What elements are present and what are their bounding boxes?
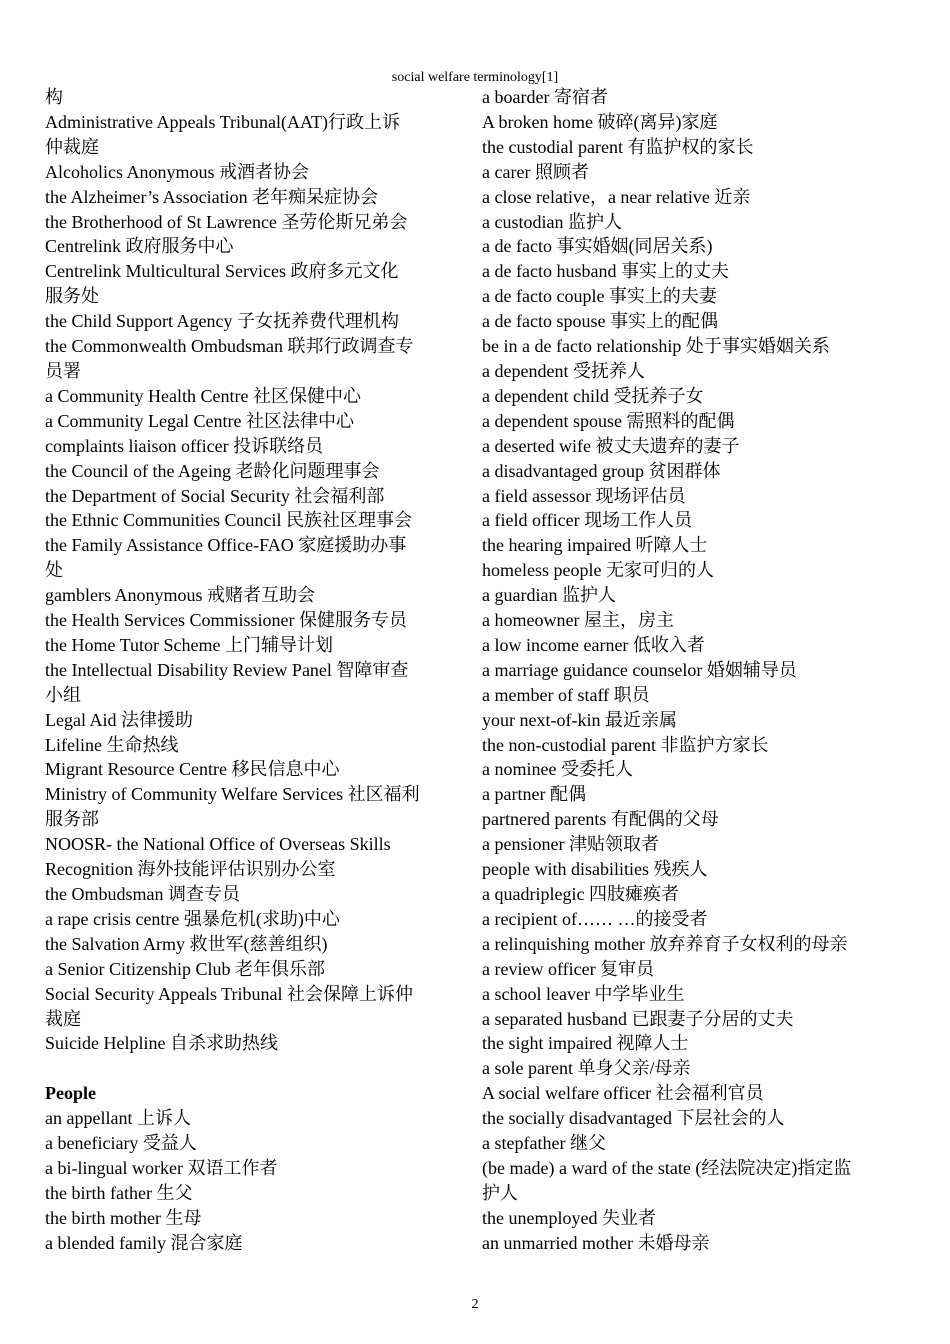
term-line: gamblers Anonymous 戒赌者互助会 (45, 585, 315, 606)
term-line: a dependent 受抚养人 (482, 360, 645, 381)
term-line: the non-custodial parent 非监护方家长 (482, 734, 769, 755)
term-line: a separated husband 已跟妻子分居的丈夫 (482, 1008, 794, 1029)
right-column (482, 85, 910, 1256)
term-line: the Brotherhood of St Lawrence 圣劳伦斯兄弟会 (45, 211, 408, 232)
term-line: a low income earner 低收入者 (482, 634, 705, 655)
term-line: Lifeline 生命热线 (45, 734, 179, 755)
term-line: the Ombudsman 调查专员 (45, 884, 240, 904)
term-line: the Department of Social Security 社会福利部 (45, 485, 385, 506)
term-line: the Intellectual Disability Review Panel 智障审查 (45, 659, 409, 680)
term-line: the Salvation Army 救世军(慈善组织) (45, 933, 328, 954)
term-line: a field assessor 现场评估员 (482, 485, 686, 506)
term-line: homeless people 无家可归的人 (482, 560, 714, 581)
term-line: a close relative，a near relative 近亲 (482, 186, 751, 207)
term-line: a field officer 现场工作人员 (482, 510, 693, 531)
term-line: Migrant Resource Centre 移民信息中心 (45, 759, 340, 780)
page-number: 2 (471, 1297, 479, 1312)
term-line: your next-of-kin 最近亲属 (482, 709, 677, 730)
term-line: the Child Support Agency 子女抚养费代理机构 (45, 311, 399, 332)
term-line: a homeowner 屋主，房主 (482, 610, 674, 631)
term-line: NOOSR- the National Office of Overseas Skills (45, 834, 391, 855)
term-line: a custodian 监护人 (482, 211, 622, 232)
term-line: 服务处 (45, 286, 99, 307)
term-line: 裁庭 (45, 1008, 81, 1029)
term-line: a blended family 混合家庭 (45, 1232, 243, 1253)
term-line: partnered parents 有配偶的父母 (482, 809, 719, 830)
term-line: 护人 (482, 1182, 518, 1203)
term-line: a deserted wife 被丈夫遗弃的妻子 (482, 435, 740, 456)
term-line: 构 (45, 87, 63, 107)
term-line: the birth mother 生母 (45, 1207, 202, 1228)
term-line: Social Security Appeals Tribunal 社会保障上诉仲 (45, 983, 413, 1004)
term-line: a pensioner 津贴领取者 (482, 834, 659, 855)
term-line: A broken home 破碎(离异)家庭 (482, 111, 718, 132)
term-line: Recognition 海外技能评估识别办公室 (45, 859, 336, 880)
term-line: a dependent spouse 需照料的配偶 (482, 410, 735, 431)
term-line: Administrative Appeals Tribunal(AAT)行政上诉 (45, 111, 400, 132)
term-line: the Health Services Commissioner 保健服务专员 (45, 610, 407, 631)
term-line: a recipient of…… …的接受者 (482, 908, 708, 929)
term-line: the unemployed 失业者 (482, 1207, 656, 1228)
term-line: 员署 (45, 360, 81, 381)
term-line: a beneficiary 受益人 (45, 1133, 197, 1154)
left-column (45, 85, 468, 1256)
blank-line (45, 1056, 468, 1081)
term-line: the birth father 生父 (45, 1182, 193, 1203)
section-heading: People (45, 1083, 96, 1104)
term-line: a dependent child 受抚养子女 (482, 385, 704, 406)
document-header: social welfare terminology[1] (391, 70, 559, 85)
term-line: a de facto 事实婚姻(同居关系) (482, 236, 713, 257)
term-line: a de facto couple 事实上的夫妻 (482, 286, 717, 307)
term-line: 服务部 (45, 809, 99, 830)
term-line: 仲裁庭 (45, 136, 99, 157)
term-line: a rape crisis centre 强暴危机(求助)中心 (45, 908, 340, 929)
term-line: a bi-lingual worker 双语工作者 (45, 1157, 278, 1178)
term-line: the Alzheimer’s Association 老年痴呆症协会 (45, 186, 379, 207)
term-line: 小组 (45, 684, 81, 705)
term-line: the Family Assistance Office-FAO 家庭援助办事 (45, 535, 407, 556)
term-line: a relinquishing mother 放弃养育子女权利的母亲 (482, 933, 848, 954)
term-line: complaints liaison officer 投诉联络员 (45, 435, 324, 456)
term-line: a Community Health Centre 社区保健中心 (45, 385, 361, 406)
term-line: a member of staff 职员 (482, 684, 650, 705)
term-line: a guardian 监护人 (482, 585, 616, 606)
term-line: Legal Aid 法律援助 (45, 709, 193, 730)
term-line: a disadvantaged group 贫困群体 (482, 460, 721, 481)
term-line: a school leaver 中学毕业生 (482, 983, 685, 1004)
term-line: a review officer 复审员 (482, 958, 655, 979)
term-line: a quadriplegic 四肢瘫痪者 (482, 884, 679, 904)
term-line: the Council of the Ageing 老龄化问题理事会 (45, 460, 380, 481)
term-line: the custodial parent 有监护权的家长 (482, 136, 754, 157)
term-line: Suicide Helpline 自杀求助热线 (45, 1033, 278, 1054)
term-line: the Ethnic Communities Council 民族社区理事会 (45, 510, 412, 531)
term-line: a carer 照顾者 (482, 161, 589, 182)
term-line: people with disabilities 残疾人 (482, 859, 708, 880)
term-line: Centrelink 政府服务中心 (45, 236, 234, 257)
term-line: be in a de facto relationship 处于事实婚姻关系 (482, 336, 830, 357)
term-line: the sight impaired 视障人士 (482, 1033, 689, 1054)
term-line: 处 (45, 560, 63, 581)
term-line: an appellant 上诉人 (45, 1108, 191, 1129)
term-line: (be made) a ward of the state (经法院决定)指定监 (482, 1157, 852, 1178)
term-line: a marriage guidance counselor 婚姻辅导员 (482, 659, 797, 680)
term-line: Ministry of Community Welfare Services 社区福利 (45, 784, 420, 805)
term-line: the Home Tutor Scheme 上门辅导计划 (45, 634, 333, 655)
term-line: the socially disadvantaged 下层社会的人 (482, 1108, 785, 1129)
term-line: a stepfather 继父 (482, 1133, 606, 1154)
term-line: A social welfare officer 社会福利官员 (482, 1083, 764, 1104)
term-line: a sole parent 单身父亲/母亲 (482, 1058, 691, 1079)
term-line: a partner 配偶 (482, 784, 586, 805)
term-line: a de facto spouse 事实上的配偶 (482, 311, 718, 332)
term-line: Alcoholics Anonymous 戒酒者协会 (45, 161, 309, 182)
term-line: an unmarried mother 未婚母亲 (482, 1232, 710, 1253)
term-line: a boarder 寄宿者 (482, 87, 608, 107)
term-line: a de facto husband 事实上的丈夫 (482, 261, 729, 282)
term-line: the hearing impaired 听障人士 (482, 535, 708, 556)
term-line: a Senior Citizenship Club 老年俱乐部 (45, 958, 325, 979)
term-line: Centrelink Multicultural Services 政府多元文化 (45, 261, 399, 282)
term-line: a Community Legal Centre 社区法律中心 (45, 410, 354, 431)
term-line: the Commonwealth Ombudsman 联邦行政调查专 (45, 336, 414, 357)
term-line: a nominee 受委托人 (482, 759, 633, 780)
